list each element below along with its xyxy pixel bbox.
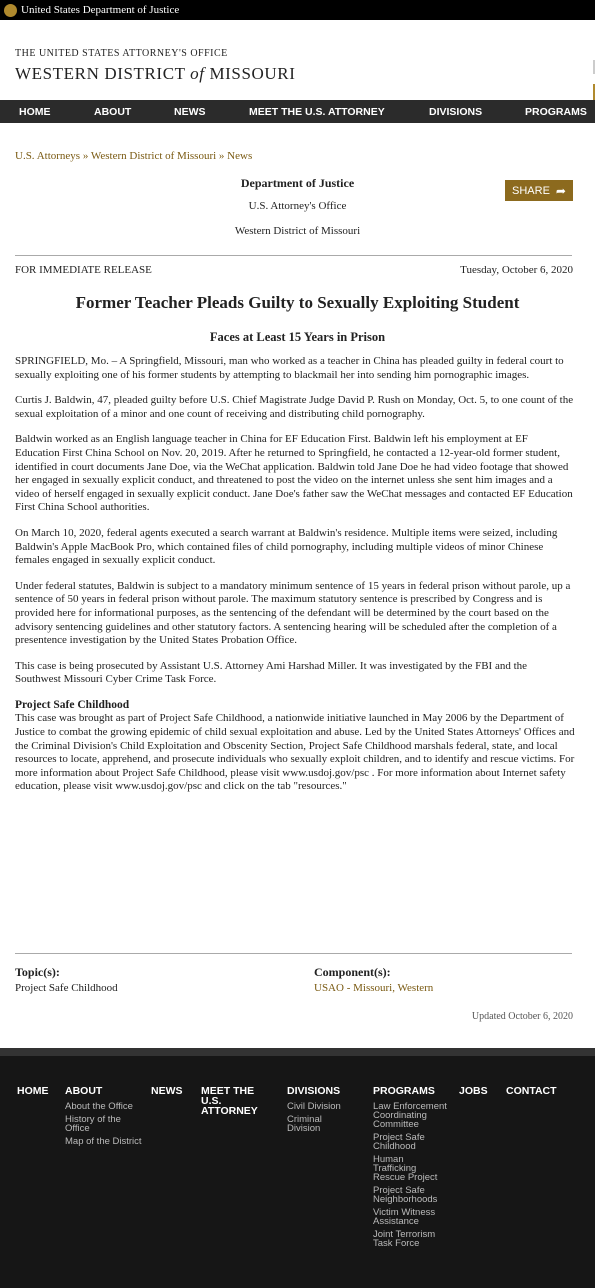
footer-news[interactable]: NEWS — [151, 1085, 183, 1097]
release-date: Tuesday, October 6, 2020 — [460, 264, 573, 276]
paragraph: Under federal statutes, Baldwin is subject to a mandatory minimum sentence of 15 years in federal prison without parole, up a sentence of 50 years in federal prison without parole. The maximum statutory sentence is prescribed by Congress and is provided here for informational purposes, as the sentencing of the defendant will be determined by the court based on the advisory sentencing guidelines and other statutory factors. A sentencing hearing will be scheduled after the completion of a presentence investigation by the United States Probation Office. — [15, 579, 571, 647]
paragraph: SPRINGFIELD, Mo. – A Springfield, Missouri, man who worked as a teacher in China has pleaded guilty in federal court to sexually exploiting one of his former students by attempting to blackmail her into sending him pornographic images. — [15, 355, 564, 381]
footer-col-news — [151, 1086, 183, 1102]
agency-name[interactable]: United States Department of Justice — [21, 4, 180, 16]
footer-link[interactable]: Human Trafficking Rescue Project — [373, 1154, 438, 1183]
footer-col-meet — [201, 1086, 261, 1122]
footer-link[interactable]: Law Enforcement Coordinating Committee — [373, 1101, 447, 1130]
share-arrow-icon: ➦ — [555, 183, 566, 198]
footer-link[interactable]: History of the Office — [65, 1114, 121, 1134]
district-of: of — [190, 64, 205, 83]
release-label: FOR IMMEDIATE RELEASE — [15, 264, 152, 276]
footer-col-divisions — [287, 1086, 357, 1137]
topic-label: Topic(s): — [15, 965, 60, 979]
district-text-a: WESTERN DISTRICT — [15, 64, 191, 83]
topic-value: Project Safe Childhood — [15, 982, 118, 994]
district-name: Western District of Missouri — [234, 225, 361, 237]
nav-divisions[interactable]: DIVISIONS — [429, 105, 483, 118]
office-name: U.S. Attorney's Office — [248, 200, 347, 212]
divider — [15, 255, 572, 256]
footer-link[interactable]: Project Safe Childhood — [373, 1132, 425, 1152]
district-text-b: MISSOURI — [204, 64, 296, 83]
paragraph: This case is being prosecuted by Assistant U.S. Attorney Ami Harshad Miller. It was investigated by the FBI and the Southwest Missouri Cyber Crime Task Force. — [15, 659, 528, 686]
dept-name: Department of Justice — [240, 176, 355, 190]
divider — [15, 953, 572, 954]
footer-contact[interactable]: CONTACT — [506, 1085, 557, 1097]
component-link[interactable]: USAO - Missouri, Western — [314, 982, 434, 994]
site-header — [0, 20, 595, 100]
office-line: THE UNITED STATES ATTORNEY'S OFFICE — [15, 48, 228, 59]
doj-seal-icon — [4, 4, 17, 17]
footer-link[interactable]: Criminal Division — [287, 1114, 322, 1134]
footer-home[interactable]: HOME — [17, 1085, 49, 1097]
footer-programs[interactable]: PROGRAMS — [373, 1085, 435, 1097]
nav-news[interactable]: NEWS — [174, 105, 206, 118]
footer-link[interactable]: Joint Terrorism Task Force — [373, 1229, 436, 1249]
footer-about[interactable]: ABOUT — [65, 1085, 103, 1097]
updated-date: Updated October 6, 2020 — [471, 1011, 573, 1022]
nav-home[interactable]: HOME — [19, 105, 51, 118]
footer-col-jobs — [459, 1086, 488, 1102]
footer-jobs[interactable]: JOBS — [459, 1085, 488, 1097]
site-footer — [0, 1048, 595, 1288]
paragraph: Baldwin worked as an English language teacher in China for EF Education First. Baldwin left his employment at EF Education First China School on Nov. 20, 2019. After he returned to Springfield, he contacted a 12-year-old former student, identified in court documents Jane Doe, via the WeChat application. Baldwin told Jane Doe he had video footage that showed her engaged in sexually explicit conduct, and threatened to post the video on the internet unless she sent him images and a video of herself engaged in sexually explicit conduct. Jane Doe's father saw the WeChat messages and contacted EF Education First China School authorities. — [15, 433, 573, 514]
footer-meet-attorney[interactable]: MEET THE U.S. ATTORNEY — [201, 1085, 258, 1117]
footer-link[interactable]: About the Office — [65, 1101, 133, 1112]
paragraph: On March 10, 2020, federal agents executed a search warrant at Baldwin's residence. Multiple items were seized, including Baldwin's Apple MacBook Pro, which contained files of child pornography, including multiple videos of minor Chinese females engaged in sexually explicit conduct. — [15, 526, 558, 567]
psc-heading: Project Safe Childhood — [15, 698, 130, 711]
district-logo[interactable] — [15, 64, 296, 84]
footer-col-programs — [373, 1086, 448, 1252]
footer-col-contact — [506, 1086, 557, 1102]
article-body — [15, 355, 575, 806]
breadcrumb[interactable]: U.S. Attorneys » Western District of Missouri » News — [15, 150, 253, 162]
footer-link[interactable]: Map of the District — [65, 1136, 142, 1147]
footer-col-home — [17, 1086, 49, 1102]
nav-about[interactable]: ABOUT — [94, 105, 132, 118]
paragraph: This case was brought as part of Project Safe Childhood, a nationwide initiative launched in May 2006 by the Department of Justice to combat the growing epidemic of child sexual exploitation and abuse. Led by the United States Attorneys' Offices and the Criminal Division's Child Exploitation and Obscenity Section, Project Safe Childhood marshals federal, state, and local resources to locate, apprehend, and prosecute individuals who sexually exploit children, and to identify and rescue victims. For more information about Project Safe Childhood, please visit www.usdoj.gov/psc . For more information about Internet safety education, please visit www.usdoj.gov/psc and click on the tab "resources." — [15, 712, 575, 793]
doj-topbar — [0, 0, 595, 20]
page-subtitle: Faces at Least 15 Years in Prison — [209, 330, 386, 344]
footer-link[interactable]: Civil Division — [287, 1101, 341, 1112]
footer-link[interactable]: Victim Witness Assistance — [373, 1207, 436, 1227]
nav-programs[interactable]: PROGRAMS — [525, 105, 587, 118]
footer-col-about — [65, 1086, 145, 1150]
share-label: SHARE — [512, 184, 550, 197]
nav-meet-attorney[interactable]: MEET THE U.S. ATTORNEY — [249, 105, 385, 118]
footer-link[interactable]: Project Safe Neighborhoods — [373, 1185, 438, 1205]
paragraph: Curtis J. Baldwin, 47, pleaded guilty before U.S. Chief Magistrate Judge David P. Rush on Monday, Oct. 5, to one count of the sexual exploitation of a minor and one count of receiving and distributing child pornography. — [15, 394, 574, 420]
footer-divisions[interactable]: DIVISIONS — [287, 1085, 341, 1097]
component-label: Component(s): — [314, 965, 391, 979]
share-button[interactable] — [505, 180, 573, 201]
main-nav — [0, 100, 595, 123]
page-title: Former Teacher Pleads Guilty to Sexually Exploiting Student — [75, 293, 520, 312]
footer-stripe — [0, 1048, 595, 1056]
